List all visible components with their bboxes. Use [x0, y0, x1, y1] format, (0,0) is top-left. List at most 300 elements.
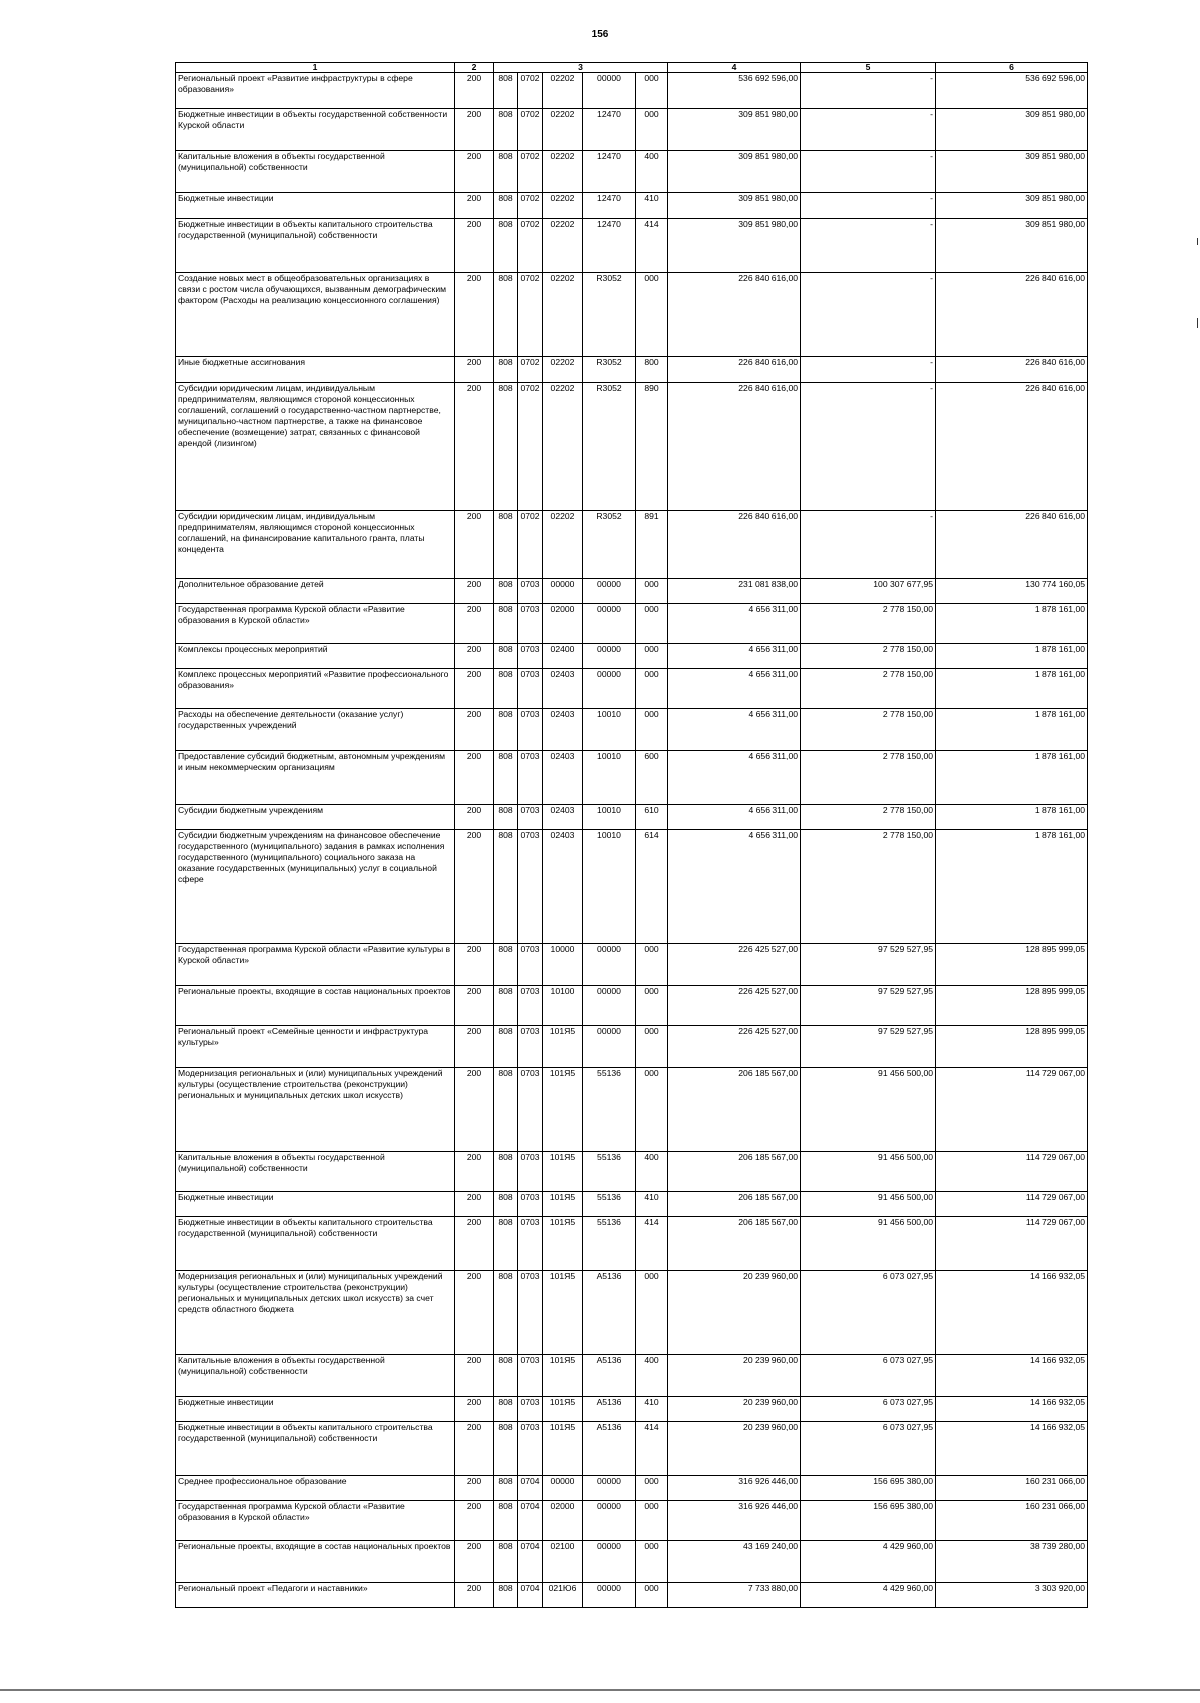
- cell-sec: 808: [494, 1192, 518, 1217]
- header-cell: 1: [176, 63, 455, 73]
- cell-c6: 128 895 999,05: [936, 944, 1088, 986]
- cell-c6: 38 739 280,00: [936, 1541, 1088, 1583]
- cell-sec: 808: [494, 944, 518, 986]
- cell-sub: 0702: [518, 151, 543, 193]
- cell-c5: 4 429 960,00: [801, 1583, 936, 1608]
- cell-c6: 309 851 980,00: [936, 193, 1088, 219]
- cell-name: Бюджетные инвестиции: [176, 1192, 455, 1217]
- margin-tick-mark: [1197, 238, 1198, 245]
- cell-c4: 316 926 446,00: [668, 1476, 801, 1501]
- cell-name: Бюджетные инвестиции в объекты государственной собственности Курской области: [176, 109, 455, 151]
- header-cell: 2: [455, 63, 494, 73]
- cell-dir: 12470: [583, 109, 636, 151]
- cell-c6: 226 840 616,00: [936, 273, 1088, 357]
- cell-prog: 02202: [543, 273, 583, 357]
- cell-c4: 4 656 311,00: [668, 669, 801, 709]
- cell-type: 000: [636, 944, 668, 986]
- cell-sub: 0702: [518, 511, 543, 579]
- cell-c6: 226 840 616,00: [936, 511, 1088, 579]
- cell-c4: 231 081 838,00: [668, 579, 801, 604]
- cell-sub: 0703: [518, 669, 543, 709]
- cell-c4: 226 840 616,00: [668, 511, 801, 579]
- cell-dir: 00000: [583, 944, 636, 986]
- cell-c4: 4 656 311,00: [668, 709, 801, 751]
- table-row: [176, 830, 1088, 944]
- cell-dir: 00000: [583, 986, 636, 1026]
- cell-sub: 0703: [518, 709, 543, 751]
- cell-name: Среднее профессиональное образование: [176, 1476, 455, 1501]
- cell-type: 891: [636, 511, 668, 579]
- table-row: [176, 986, 1088, 1026]
- cell-c6: 3 303 920,00: [936, 1583, 1088, 1608]
- cell-dir: A5136: [583, 1271, 636, 1355]
- cell-prog: 02202: [543, 193, 583, 219]
- cell-name: Субсидии бюджетным учреждениям: [176, 805, 455, 830]
- header-row: [176, 63, 1088, 73]
- cell-sec: 808: [494, 1397, 518, 1422]
- cell-admin: 200: [455, 604, 494, 644]
- cell-c5: -: [801, 109, 936, 151]
- cell-c4: 309 851 980,00: [668, 109, 801, 151]
- cell-c6: 128 895 999,05: [936, 986, 1088, 1026]
- cell-sub: 0702: [518, 73, 543, 109]
- cell-c4: 20 239 960,00: [668, 1355, 801, 1397]
- table-row: [176, 1541, 1088, 1583]
- cell-sec: 808: [494, 1271, 518, 1355]
- cell-c6: 114 729 067,00: [936, 1068, 1088, 1152]
- cell-type: 890: [636, 383, 668, 511]
- cell-sub: 0703: [518, 1152, 543, 1192]
- cell-c5: 91 456 500,00: [801, 1068, 936, 1152]
- cell-dir: 55136: [583, 1068, 636, 1152]
- cell-name: Капитальные вложения в объекты государственной (муниципальной) собственности: [176, 151, 455, 193]
- cell-name: Бюджетные инвестиции в объекты капитального строительства государственной (муниципальной) собственности: [176, 1422, 455, 1476]
- cell-name: Иные бюджетные ассигнования: [176, 357, 455, 383]
- cell-admin: 200: [455, 805, 494, 830]
- cell-dir: A5136: [583, 1397, 636, 1422]
- cell-sec: 808: [494, 830, 518, 944]
- cell-c5: -: [801, 151, 936, 193]
- cell-sub: 0702: [518, 357, 543, 383]
- cell-sec: 808: [494, 751, 518, 805]
- cell-type: 614: [636, 830, 668, 944]
- cell-admin: 200: [455, 1271, 494, 1355]
- cell-sub: 0703: [518, 644, 543, 669]
- cell-c5: 6 073 027,95: [801, 1422, 936, 1476]
- table-row: [176, 604, 1088, 644]
- cell-sub: 0703: [518, 604, 543, 644]
- cell-prog: 02400: [543, 644, 583, 669]
- table-row: [176, 151, 1088, 193]
- cell-admin: 200: [455, 944, 494, 986]
- cell-prog: 00000: [543, 1476, 583, 1501]
- table-row: [176, 1152, 1088, 1192]
- cell-sec: 808: [494, 604, 518, 644]
- cell-type: 000: [636, 1068, 668, 1152]
- cell-c6: 130 774 160,05: [936, 579, 1088, 604]
- cell-c5: 2 778 150,00: [801, 751, 936, 805]
- cell-type: 000: [636, 986, 668, 1026]
- cell-c5: 2 778 150,00: [801, 604, 936, 644]
- cell-name: Региональные проекты, входящие в состав национальных проектов: [176, 1541, 455, 1583]
- cell-sub: 0703: [518, 986, 543, 1026]
- cell-name: Расходы на обеспечение деятельности (оказание услуг) государственных учреждений: [176, 709, 455, 751]
- cell-admin: 200: [455, 1217, 494, 1271]
- cell-prog: 101Я5: [543, 1422, 583, 1476]
- cell-c5: -: [801, 73, 936, 109]
- cell-type: 000: [636, 273, 668, 357]
- cell-c6: 14 166 932,05: [936, 1422, 1088, 1476]
- cell-sec: 808: [494, 1355, 518, 1397]
- cell-c5: -: [801, 273, 936, 357]
- table-row: [176, 193, 1088, 219]
- cell-c6: 114 729 067,00: [936, 1192, 1088, 1217]
- cell-dir: 12470: [583, 219, 636, 273]
- cell-c5: 2 778 150,00: [801, 669, 936, 709]
- cell-dir: 10010: [583, 830, 636, 944]
- cell-prog: 02202: [543, 357, 583, 383]
- cell-c4: 309 851 980,00: [668, 151, 801, 193]
- cell-name: Бюджетные инвестиции: [176, 193, 455, 219]
- cell-name: Государственная программа Курской области «Развитие образования в Курской области»: [176, 1501, 455, 1541]
- cell-sec: 808: [494, 669, 518, 709]
- cell-sec: 808: [494, 986, 518, 1026]
- cell-dir: 12470: [583, 151, 636, 193]
- cell-sub: 0703: [518, 1026, 543, 1068]
- cell-sub: 0703: [518, 1397, 543, 1422]
- cell-admin: 200: [455, 1583, 494, 1608]
- cell-type: 000: [636, 1583, 668, 1608]
- cell-type: 410: [636, 1192, 668, 1217]
- cell-admin: 200: [455, 709, 494, 751]
- cell-c5: -: [801, 383, 936, 511]
- cell-admin: 200: [455, 751, 494, 805]
- table-row: [176, 219, 1088, 273]
- cell-sec: 808: [494, 193, 518, 219]
- cell-c6: 14 166 932,05: [936, 1355, 1088, 1397]
- cell-admin: 200: [455, 151, 494, 193]
- cell-admin: 200: [455, 273, 494, 357]
- cell-sec: 808: [494, 709, 518, 751]
- cell-sec: 808: [494, 109, 518, 151]
- cell-c4: 226 425 527,00: [668, 1026, 801, 1068]
- cell-name: Региональные проекты, входящие в состав национальных проектов: [176, 986, 455, 1026]
- cell-c6: 309 851 980,00: [936, 151, 1088, 193]
- table-row: [176, 1501, 1088, 1541]
- cell-admin: 200: [455, 1026, 494, 1068]
- cell-admin: 200: [455, 1068, 494, 1152]
- cell-type: 610: [636, 805, 668, 830]
- cell-dir: 55136: [583, 1152, 636, 1192]
- cell-sec: 808: [494, 219, 518, 273]
- cell-c4: 316 926 446,00: [668, 1501, 801, 1541]
- cell-sub: 0703: [518, 1355, 543, 1397]
- cell-prog: 021Ю6: [543, 1583, 583, 1608]
- cell-sec: 808: [494, 1583, 518, 1608]
- cell-admin: 200: [455, 193, 494, 219]
- cell-name: Бюджетные инвестиции в объекты капитального строительства государственной (муниципальной) собственности: [176, 1217, 455, 1271]
- cell-sub: 0704: [518, 1501, 543, 1541]
- cell-c6: 226 840 616,00: [936, 357, 1088, 383]
- cell-sec: 808: [494, 73, 518, 109]
- cell-admin: 200: [455, 1192, 494, 1217]
- cell-dir: A5136: [583, 1422, 636, 1476]
- cell-sub: 0703: [518, 1271, 543, 1355]
- cell-prog: 101Я5: [543, 1192, 583, 1217]
- cell-c5: 91 456 500,00: [801, 1192, 936, 1217]
- cell-prog: 101Я5: [543, 1397, 583, 1422]
- cell-prog: 101Я5: [543, 1068, 583, 1152]
- cell-c4: 309 851 980,00: [668, 219, 801, 273]
- cell-prog: 02202: [543, 511, 583, 579]
- table-row: [176, 1192, 1088, 1217]
- cell-name: Модернизация региональных и (или) муниципальных учреждений культуры (осуществление строительства (реконструкции) региональных и муниципальных детских школ искусств) за счет средств областного бюджета: [176, 1271, 455, 1355]
- cell-sub: 0703: [518, 1422, 543, 1476]
- cell-sec: 808: [494, 1217, 518, 1271]
- cell-prog: 02403: [543, 709, 583, 751]
- cell-sec: 808: [494, 1026, 518, 1068]
- cell-dir: 55136: [583, 1217, 636, 1271]
- cell-admin: 200: [455, 383, 494, 511]
- table-row: [176, 944, 1088, 986]
- cell-c4: 206 185 567,00: [668, 1068, 801, 1152]
- cell-prog: 02000: [543, 604, 583, 644]
- cell-type: 000: [636, 1271, 668, 1355]
- header-cell: 6: [936, 63, 1088, 73]
- table-row: [176, 1422, 1088, 1476]
- cell-name: Капитальные вложения в объекты государственной (муниципальной) собственности: [176, 1152, 455, 1192]
- cell-sub: 0703: [518, 944, 543, 986]
- cell-c6: 160 231 066,00: [936, 1501, 1088, 1541]
- table-row: [176, 383, 1088, 511]
- cell-c5: 100 307 677,95: [801, 579, 936, 604]
- cell-c6: 1 878 161,00: [936, 751, 1088, 805]
- cell-dir: 00000: [583, 73, 636, 109]
- cell-admin: 200: [455, 1355, 494, 1397]
- cell-c4: 20 239 960,00: [668, 1422, 801, 1476]
- cell-admin: 200: [455, 357, 494, 383]
- cell-c6: 160 231 066,00: [936, 1476, 1088, 1501]
- cell-dir: 10010: [583, 751, 636, 805]
- cell-type: 800: [636, 357, 668, 383]
- cell-admin: 200: [455, 1501, 494, 1541]
- cell-type: 410: [636, 1397, 668, 1422]
- cell-admin: 200: [455, 830, 494, 944]
- cell-c4: 7 733 880,00: [668, 1583, 801, 1608]
- cell-c6: 309 851 980,00: [936, 109, 1088, 151]
- cell-dir: 55136: [583, 1192, 636, 1217]
- cell-type: 000: [636, 1026, 668, 1068]
- cell-sub: 0704: [518, 1583, 543, 1608]
- cell-sub: 0702: [518, 109, 543, 151]
- cell-c5: 2 778 150,00: [801, 709, 936, 751]
- cell-c5: 97 529 527,95: [801, 944, 936, 986]
- header-cell: 3: [494, 63, 668, 73]
- cell-type: 400: [636, 1355, 668, 1397]
- cell-sub: 0703: [518, 751, 543, 805]
- cell-name: Дополнительное образование детей: [176, 579, 455, 604]
- cell-c6: 226 840 616,00: [936, 383, 1088, 511]
- table-row: [176, 644, 1088, 669]
- cell-c4: 309 851 980,00: [668, 193, 801, 219]
- cell-name: Капитальные вложения в объекты государственной (муниципальной) собственности: [176, 1355, 455, 1397]
- cell-name: Предоставление субсидий бюджетным, автономным учреждениям и иным некоммерческим организациям: [176, 751, 455, 805]
- cell-admin: 200: [455, 1476, 494, 1501]
- cell-sec: 808: [494, 1476, 518, 1501]
- cell-c4: 206 185 567,00: [668, 1152, 801, 1192]
- cell-sub: 0703: [518, 805, 543, 830]
- cell-c6: 309 851 980,00: [936, 219, 1088, 273]
- cell-c6: 536 692 596,00: [936, 73, 1088, 109]
- cell-c4: 20 239 960,00: [668, 1397, 801, 1422]
- cell-type: 000: [636, 109, 668, 151]
- cell-admin: 200: [455, 644, 494, 669]
- cell-prog: 00000: [543, 579, 583, 604]
- cell-sec: 808: [494, 511, 518, 579]
- cell-c6: 114 729 067,00: [936, 1217, 1088, 1271]
- cell-type: 000: [636, 669, 668, 709]
- table-row: [176, 1355, 1088, 1397]
- cell-sec: 808: [494, 1068, 518, 1152]
- table-row: [176, 1026, 1088, 1068]
- cell-sec: 808: [494, 579, 518, 604]
- cell-prog: 10000: [543, 944, 583, 986]
- table-row: [176, 1397, 1088, 1422]
- cell-dir: 00000: [583, 1026, 636, 1068]
- cell-dir: 00000: [583, 644, 636, 669]
- cell-c5: 6 073 027,95: [801, 1397, 936, 1422]
- cell-admin: 200: [455, 1152, 494, 1192]
- table-row: [176, 579, 1088, 604]
- table-row: [176, 669, 1088, 709]
- table-row: [176, 511, 1088, 579]
- scan-bottom-line: [0, 1689, 1200, 1691]
- cell-sub: 0702: [518, 193, 543, 219]
- cell-c6: 1 878 161,00: [936, 644, 1088, 669]
- cell-c5: 97 529 527,95: [801, 1026, 936, 1068]
- cell-c6: 1 878 161,00: [936, 830, 1088, 944]
- cell-c5: 91 456 500,00: [801, 1217, 936, 1271]
- cell-c4: 4 656 311,00: [668, 644, 801, 669]
- cell-prog: 02202: [543, 73, 583, 109]
- cell-admin: 200: [455, 109, 494, 151]
- cell-type: 400: [636, 1152, 668, 1192]
- cell-type: 000: [636, 579, 668, 604]
- cell-c6: 128 895 999,05: [936, 1026, 1088, 1068]
- cell-c5: 2 778 150,00: [801, 805, 936, 830]
- cell-dir: 00000: [583, 1541, 636, 1583]
- table-row: [176, 109, 1088, 151]
- cell-c6: 1 878 161,00: [936, 805, 1088, 830]
- cell-name: Государственная программа Курской области «Развитие культуры в Курской области»: [176, 944, 455, 986]
- cell-prog: 02202: [543, 151, 583, 193]
- cell-c4: 43 169 240,00: [668, 1541, 801, 1583]
- cell-c4: 226 840 616,00: [668, 383, 801, 511]
- cell-c4: 206 185 567,00: [668, 1217, 801, 1271]
- cell-prog: 101Я5: [543, 1217, 583, 1271]
- cell-sub: 0704: [518, 1541, 543, 1583]
- cell-c4: 226 425 527,00: [668, 986, 801, 1026]
- cell-prog: 02403: [543, 830, 583, 944]
- cell-type: 414: [636, 1422, 668, 1476]
- page-number: 156: [591, 29, 609, 40]
- cell-admin: 200: [455, 669, 494, 709]
- cell-sec: 808: [494, 644, 518, 669]
- cell-c5: 156 695 380,00: [801, 1501, 936, 1541]
- cell-admin: 200: [455, 1541, 494, 1583]
- cell-dir: 00000: [583, 604, 636, 644]
- cell-sec: 808: [494, 357, 518, 383]
- cell-sub: 0702: [518, 383, 543, 511]
- cell-name: Субсидии бюджетным учреждениям на финансовое обеспечение государственного (муниципального) задания в рамках исполнения государственного (муниципального) социального заказа на оказание государственных (муниципальных) услуг в социальной сфере: [176, 830, 455, 944]
- cell-c5: 156 695 380,00: [801, 1476, 936, 1501]
- cell-type: 000: [636, 1476, 668, 1501]
- cell-type: 000: [636, 644, 668, 669]
- cell-admin: 200: [455, 579, 494, 604]
- cell-c5: -: [801, 193, 936, 219]
- table-row: [176, 751, 1088, 805]
- cell-sub: 0703: [518, 579, 543, 604]
- table-row: [176, 273, 1088, 357]
- cell-dir: 00000: [583, 669, 636, 709]
- cell-dir: 00000: [583, 1583, 636, 1608]
- cell-c4: 226 840 616,00: [668, 357, 801, 383]
- cell-type: 600: [636, 751, 668, 805]
- cell-dir: 10010: [583, 709, 636, 751]
- cell-dir: 00000: [583, 1501, 636, 1541]
- cell-type: 000: [636, 73, 668, 109]
- cell-sub: 0703: [518, 1217, 543, 1271]
- cell-sec: 808: [494, 151, 518, 193]
- cell-sec: 808: [494, 1422, 518, 1476]
- cell-c5: 2 778 150,00: [801, 830, 936, 944]
- table-row: [176, 1583, 1088, 1608]
- cell-prog: 02202: [543, 219, 583, 273]
- cell-sub: 0702: [518, 273, 543, 357]
- table-row: [176, 1068, 1088, 1152]
- cell-c5: 4 429 960,00: [801, 1541, 936, 1583]
- cell-type: 000: [636, 1541, 668, 1583]
- cell-c6: 1 878 161,00: [936, 669, 1088, 709]
- table-row: [176, 73, 1088, 109]
- cell-c5: -: [801, 357, 936, 383]
- cell-admin: 200: [455, 73, 494, 109]
- table-row: [176, 1271, 1088, 1355]
- cell-dir: 00000: [583, 579, 636, 604]
- cell-type: 000: [636, 604, 668, 644]
- cell-type: 414: [636, 1217, 668, 1271]
- cell-c5: 2 778 150,00: [801, 644, 936, 669]
- cell-prog: 02403: [543, 669, 583, 709]
- cell-prog: 02202: [543, 109, 583, 151]
- cell-dir: R3052: [583, 383, 636, 511]
- cell-c4: 226 840 616,00: [668, 273, 801, 357]
- cell-name: Комплекс процессных мероприятий «Развитие профессионального образования»: [176, 669, 455, 709]
- cell-c4: 206 185 567,00: [668, 1192, 801, 1217]
- cell-name: Комплексы процессных мероприятий: [176, 644, 455, 669]
- cell-name: Бюджетные инвестиции: [176, 1397, 455, 1422]
- table-row: [176, 357, 1088, 383]
- cell-prog: 10100: [543, 986, 583, 1026]
- cell-name: Субсидии юридическим лицам, индивидуальным предпринимателям, являющимся стороной концессионных соглашений, соглашений о государственно-частном партнерстве, муниципально-частном партнерстве, а также на финансовое обеспечение (возмещение) затрат, связанных с финансовой арендой (лизингом): [176, 383, 455, 511]
- cell-type: 000: [636, 709, 668, 751]
- cell-c4: 20 239 960,00: [668, 1271, 801, 1355]
- cell-sec: 808: [494, 273, 518, 357]
- cell-dir: 12470: [583, 193, 636, 219]
- cell-prog: 02000: [543, 1501, 583, 1541]
- cell-type: 400: [636, 151, 668, 193]
- cell-prog: 101Я5: [543, 1355, 583, 1397]
